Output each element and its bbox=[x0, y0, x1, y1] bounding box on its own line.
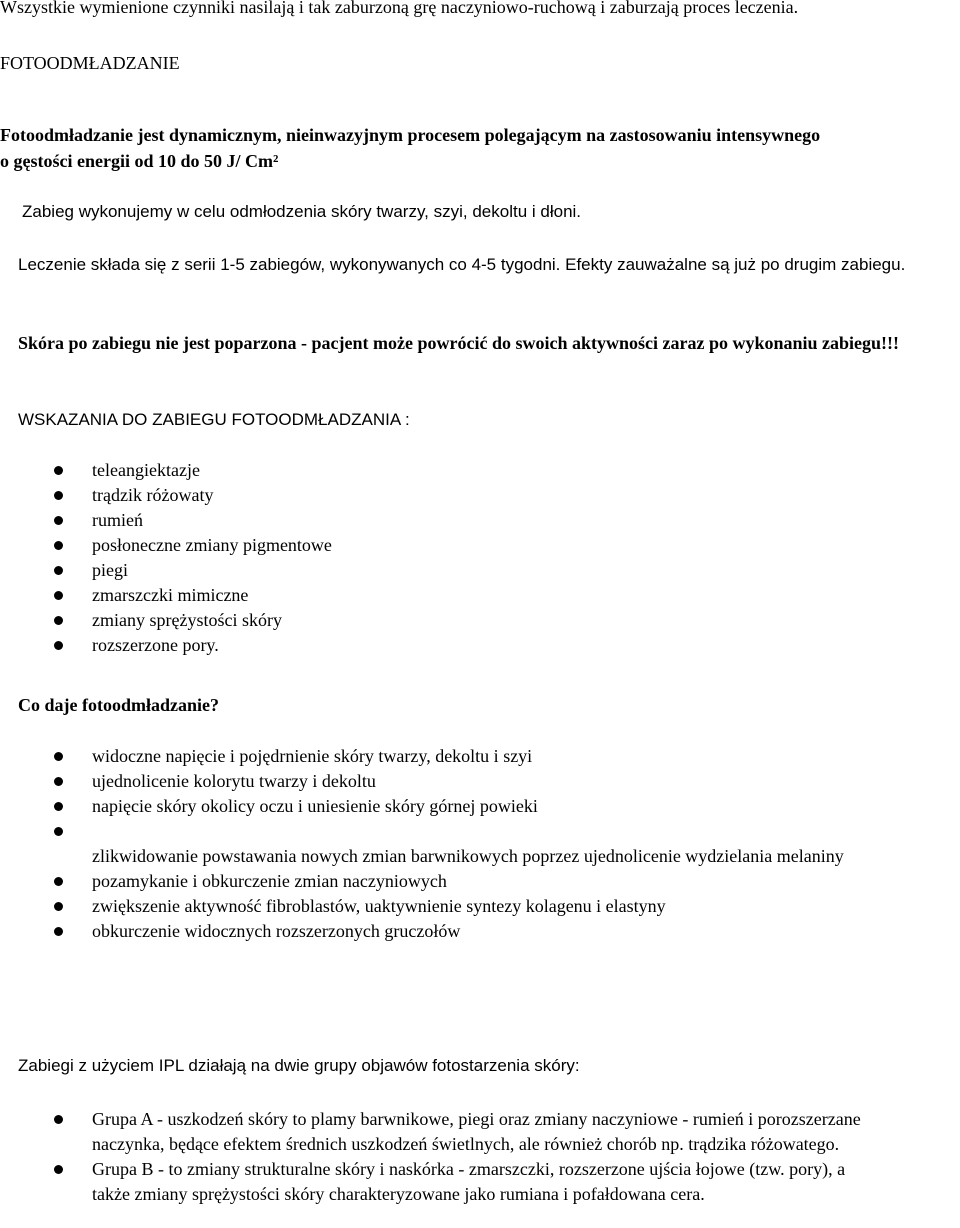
bullet-icon bbox=[54, 566, 63, 575]
bullet-icon bbox=[54, 752, 63, 761]
list-item: rumień bbox=[0, 508, 892, 533]
bullet-icon bbox=[54, 591, 63, 600]
bullet-icon bbox=[54, 902, 63, 911]
list-item: zmiany sprężystości skóry bbox=[0, 608, 892, 633]
after-treatment-text: Skóra po zabiegu nie jest poparzona - pacjent może powrócić do swoich aktywności zaraz po wykonaniu zabiegu!!! bbox=[18, 333, 899, 353]
list-item: zmarszczki mimiczne bbox=[0, 583, 892, 608]
indications-heading: WSKAZANIA DO ZABIEGU FOTOODMŁADZANIA : bbox=[18, 410, 410, 429]
bullet-icon bbox=[54, 541, 63, 550]
purpose-text: Zabieg wykonujemy w celu odmłodzenia skóry twarzy, szyi, dekoltu i dłoni. bbox=[22, 202, 582, 221]
bullet-icon bbox=[54, 877, 63, 886]
definition-line-1: Fotoodmładzanie jest dynamicznym, nieinwazyjnym procesem polegającym na zastosowaniu intensywnego bbox=[0, 125, 821, 145]
list-item: zwiększenie aktywność fibroblastów, uaktywnienie syntezy kolagenu i elastyny bbox=[0, 894, 892, 919]
heading-fotoodmladzanie: FOTOODMŁADZANIE bbox=[0, 53, 180, 73]
list-item: ujednolicenie kolorytu twarzy i dekoltu bbox=[0, 769, 892, 794]
list-item: trądzik różowaty bbox=[0, 483, 892, 508]
indications-list bbox=[0, 458, 892, 658]
list-item: widoczne napięcie i pojędrnienie skóry twarzy, dekoltu i szyi bbox=[0, 744, 892, 769]
list-item: napięcie skóry okolicy oczu i uniesienie skóry górnej powieki bbox=[0, 794, 892, 819]
benefits-list bbox=[0, 744, 892, 944]
bullet-icon bbox=[54, 641, 63, 650]
bullet-icon bbox=[54, 466, 63, 475]
bullet-icon bbox=[54, 777, 63, 786]
treatment-text: Leczenie składa się z serii 1-5 zabiegów, wykonywanych co 4-5 tygodni. Efekty zauważalne są już po drugim zabiegu. bbox=[18, 255, 906, 274]
bullet-icon bbox=[54, 827, 63, 836]
ipl-intro: Zabiegi z użyciem IPL działają na dwie grupy objawów fotostarzenia skóry: bbox=[18, 1056, 580, 1075]
list-item: posłoneczne zmiany pigmentowe bbox=[0, 533, 892, 558]
benefits-heading: Co daje fotoodmładzanie? bbox=[18, 695, 219, 715]
intro-line: Wszystkie wymienione czynniki nasilają i tak zaburzoną grę naczyniowo-ruchową i zaburzają proces leczenia. bbox=[0, 0, 799, 17]
list-item: rozszerzone pory. bbox=[0, 633, 892, 658]
bullet-icon bbox=[54, 516, 63, 525]
list-item bbox=[0, 819, 892, 844]
definition-line-2: o gęstości energii od 10 do 50 J/ Cm² bbox=[0, 151, 279, 171]
bullet-icon bbox=[54, 802, 63, 811]
list-item: pozamykanie i obkurczenie zmian naczyniowych bbox=[0, 869, 892, 894]
list-item: Grupa B - to zmiany strukturalne skóry i naskórka - zmarszczki, rozszerzone ujścia łojowe (tzw. pory), a także zmiany sprężystości skóry charakteryzowane jako rumiana i pofałdowana cera. bbox=[0, 1157, 872, 1207]
bullet-icon bbox=[54, 1165, 63, 1174]
bullet-icon bbox=[54, 491, 63, 500]
list-item: piegi bbox=[0, 558, 892, 583]
bullet-icon bbox=[54, 616, 63, 625]
list-item: zlikwidowanie powstawania nowych zmian barwnikowych poprzez ujednolicenie wydzielania melaniny bbox=[92, 846, 844, 866]
list-item: obkurczenie widocznych rozszerzonych gruczołów bbox=[0, 919, 892, 944]
list-item: teleangiektazje bbox=[0, 458, 892, 483]
groups-list bbox=[0, 1107, 872, 1207]
bullet-icon bbox=[54, 1115, 63, 1124]
list-item: Grupa A - uszkodzeń skóry to plamy barwnikowe, piegi oraz zmiany naczyniowe - rumień i porozszerzane naczynka, będące efektem średnich uszkodzeń świetlnych, ale również chorób np. trądzika różowatego. bbox=[0, 1107, 872, 1157]
bullet-icon bbox=[54, 927, 63, 936]
